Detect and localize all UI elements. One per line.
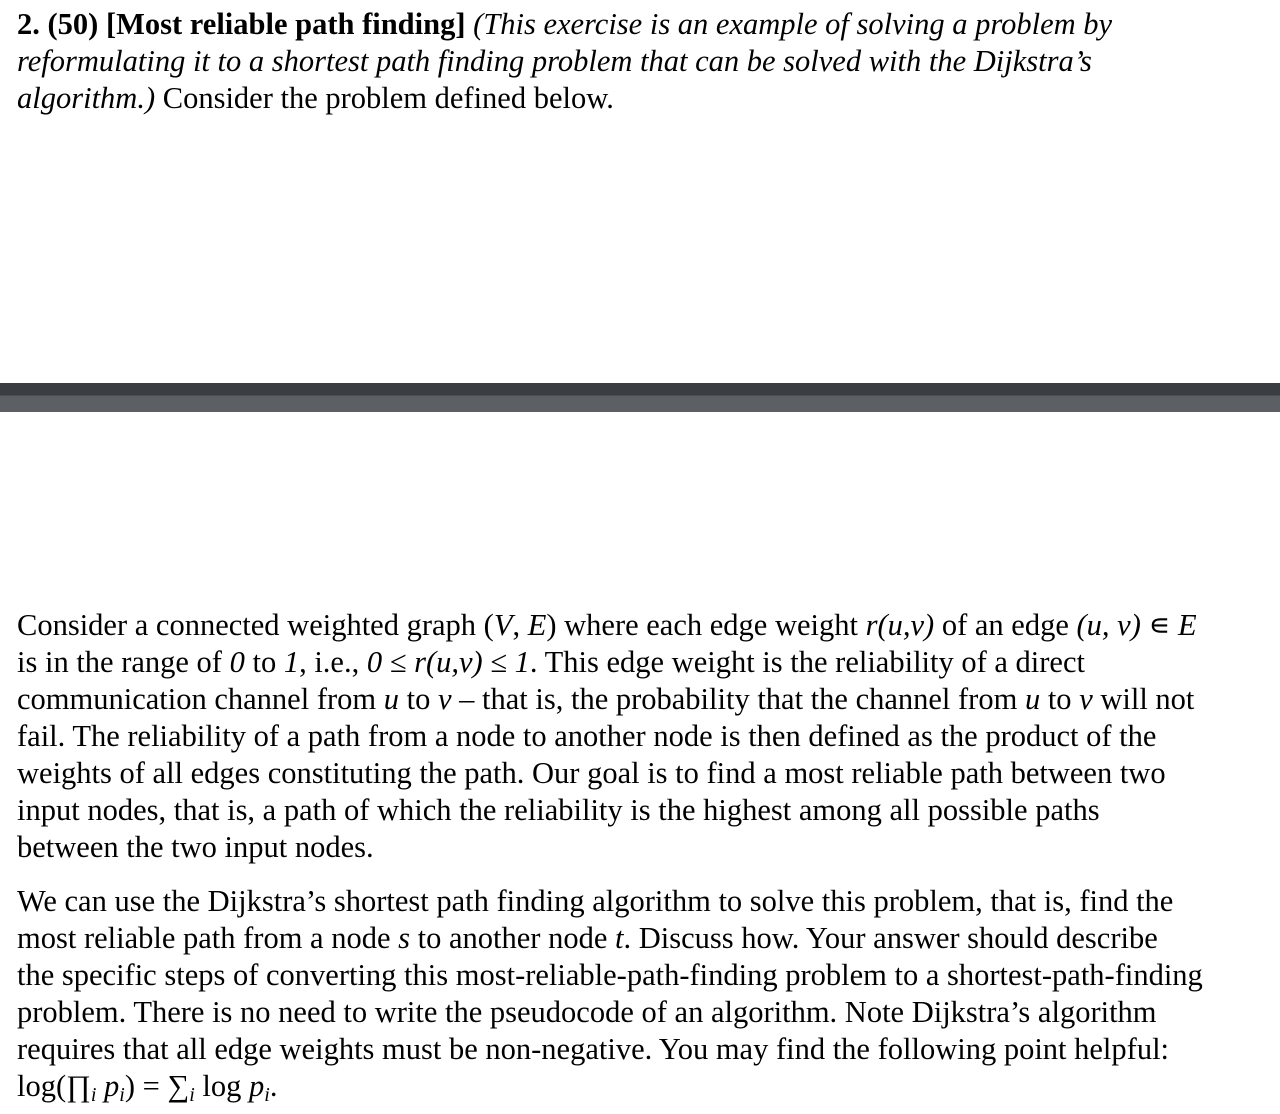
formula-var-p: p	[96, 1069, 120, 1103]
problem-paragraph	[17, 607, 1197, 866]
p2-line-1: We can use the Dijkstra’s shortest path finding algorithm to solve this problem, that is, find the	[17, 884, 1174, 918]
page-divider	[0, 383, 1280, 412]
p1-text: communication channel from	[17, 682, 384, 716]
formula-period: .	[269, 1069, 278, 1103]
p1-line-2	[17, 644, 1197, 681]
p1-line-1	[17, 607, 1197, 644]
question-title: [Most reliable path finding]	[105, 7, 466, 41]
formula-log: log(	[17, 1069, 67, 1103]
p1-text: of an edge	[934, 608, 1077, 642]
p1-line-3	[17, 681, 1197, 718]
question-header	[17, 6, 1112, 117]
formula-var-p: p	[249, 1069, 265, 1103]
task-paragraph	[17, 883, 1203, 1109]
p1-var-E: E	[1178, 608, 1197, 642]
p2-var-s: s	[398, 921, 411, 955]
formula-subscript: i	[189, 1084, 195, 1106]
formula-subscript: i	[119, 1084, 125, 1106]
p2-text: . Discuss how. Your answer should describe	[623, 921, 1158, 955]
p1-text: to	[398, 682, 438, 716]
p2-line-3: the specific steps of converting this most-reliable-path-finding problem to a shortest-path-finding	[17, 958, 1203, 992]
p2-line-5: requires that all edge weights must be non-negative. You may find the following point helpful:	[17, 1032, 1170, 1066]
p1-text: will not	[1092, 682, 1195, 716]
sum-symbol: ∑	[167, 1069, 190, 1103]
p1-element-of: ∊	[1140, 608, 1179, 642]
question-line-1	[17, 6, 1112, 43]
p1-text: , i.e.,	[299, 645, 367, 679]
p1-var-r: r(u,v)	[865, 608, 935, 642]
formula-log: log	[194, 1069, 249, 1103]
formula-subscript: i	[264, 1084, 270, 1106]
question-intro-italic-3: algorithm.)	[17, 81, 156, 115]
p1-inequality: 0 ≤ r(u,v) ≤ 1	[366, 645, 530, 679]
p1-text: to	[1040, 682, 1080, 716]
p1-var-E: E	[527, 608, 547, 642]
p1-line-7: between the two input nodes.	[17, 830, 374, 864]
p1-line-4: fail. The reliability of a path from a node to another node is then defined as the product of the	[17, 719, 1157, 753]
p1-num-0: 0	[229, 645, 245, 679]
formula-subscript: i	[90, 1084, 97, 1106]
p1-text: Consider a connected weighted graph (	[17, 608, 494, 642]
p1-num-1: 1	[283, 645, 300, 679]
question-line-3	[17, 80, 1112, 117]
p1-text: is in the range of	[17, 645, 230, 679]
question-intro-italic-1: (This exercise is an example of solving a problem by	[473, 7, 1113, 41]
p2-text: to another node	[410, 921, 615, 955]
formula-equals: ) =	[124, 1069, 168, 1103]
p1-text: ,	[512, 608, 528, 642]
p2-line-2	[17, 920, 1203, 957]
question-points: (50)	[47, 7, 99, 41]
product-symbol: ∏	[66, 1070, 91, 1103]
p1-text: ) where each edge weight	[546, 608, 866, 642]
p2-text: most reliable path from a node	[17, 921, 399, 955]
question-number: 2.	[17, 7, 40, 41]
question-intro-italic-2: reformulating it to a shortest path finding problem that can be solved with the Dijkstra’s	[17, 44, 1092, 78]
p1-line-6: input nodes, that is, a path of which the reliability is the highest among all possible paths	[17, 793, 1100, 827]
p1-text: . This edge weight is the reliability of a direct	[529, 645, 1085, 679]
p1-var-u: u	[383, 682, 399, 716]
question-intro-rest: Consider the problem defined below.	[162, 81, 614, 115]
p1-var-V: V	[493, 608, 513, 642]
p1-var-uv: (u, v)	[1076, 608, 1141, 642]
p1-line-5: weights of all edges constituting the path. Our goal is to find a most reliable path between two	[17, 756, 1166, 790]
p1-var-v: v	[1079, 682, 1093, 716]
p1-var-u: u	[1024, 682, 1041, 716]
p1-text: – that is, the probability that the channel from	[451, 682, 1025, 716]
p2-line-4: problem. There is no need to write the pseudocode of an algorithm. Note Dijkstra’s algorithm	[17, 995, 1157, 1029]
p2-var-t: t	[614, 921, 624, 955]
p1-var-v: v	[437, 682, 452, 716]
log-formula	[17, 1068, 1203, 1109]
p1-text: to	[244, 645, 284, 679]
